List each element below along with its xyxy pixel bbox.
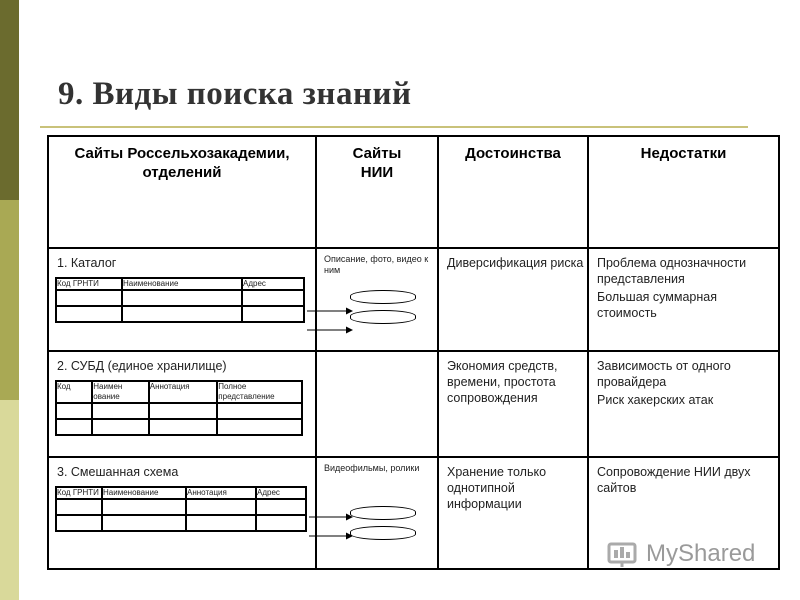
sidebar-decoration bbox=[0, 0, 19, 600]
database-cylinders bbox=[350, 290, 416, 324]
mini-cell bbox=[56, 290, 122, 306]
mini-header: Адрес bbox=[242, 278, 304, 290]
cons-text: Риск хакерских атак bbox=[597, 393, 714, 407]
header-cell: Сайты НИИ bbox=[316, 136, 438, 248]
mini-cell bbox=[102, 515, 186, 531]
mini-cell bbox=[149, 419, 218, 435]
mini-cell bbox=[56, 403, 92, 419]
mini-cell bbox=[122, 290, 242, 306]
mini-cell bbox=[56, 515, 102, 531]
database-icon bbox=[350, 526, 416, 540]
database-icon bbox=[350, 290, 416, 304]
mini-cell bbox=[122, 306, 242, 322]
mini-cell bbox=[186, 499, 256, 515]
scheme-label: 2. СУБД (единое хранилище) bbox=[57, 359, 227, 373]
mini-header: Код bbox=[56, 381, 92, 403]
mini-cell bbox=[242, 306, 304, 322]
header-row bbox=[48, 136, 779, 248]
pros-cell bbox=[438, 457, 588, 569]
mini-cell bbox=[92, 419, 148, 435]
mini-table bbox=[55, 486, 307, 532]
cons-text: Большая суммарная стоимость bbox=[597, 290, 717, 320]
sidebar-band-light bbox=[0, 400, 19, 600]
slide-title: 9. Виды поиска знаний bbox=[58, 76, 412, 112]
cons-cell bbox=[588, 248, 779, 351]
nii-text bbox=[317, 352, 437, 357]
scheme-cell bbox=[48, 351, 316, 457]
pros-cell bbox=[438, 351, 588, 457]
mini-cell bbox=[56, 419, 92, 435]
cons-text: Проблема однозначности представления bbox=[597, 256, 747, 286]
nii-cell bbox=[316, 351, 438, 457]
mini-cell bbox=[56, 499, 102, 515]
sidebar-band-dark bbox=[0, 0, 19, 200]
database-cylinders bbox=[350, 506, 416, 540]
cons-cell bbox=[588, 351, 779, 457]
mini-header: Аннотация bbox=[186, 487, 256, 499]
mini-header: Код ГРНТИ bbox=[56, 487, 102, 499]
scheme-cell bbox=[48, 248, 316, 351]
nii-text: Видеофильмы, ролики bbox=[324, 463, 420, 473]
mini-cell bbox=[92, 403, 148, 419]
scheme-cell bbox=[48, 457, 316, 569]
cons-text: Зависимость от одного провайдера bbox=[597, 359, 731, 389]
nii-cell bbox=[316, 248, 438, 351]
header-cell: Недостатки bbox=[588, 136, 779, 248]
table-row bbox=[48, 351, 779, 457]
mini-table bbox=[55, 380, 303, 436]
mini-table bbox=[55, 277, 305, 323]
mini-cell bbox=[256, 499, 306, 515]
pros-text: Экономия средств, времени, простота сопровождения bbox=[447, 359, 558, 405]
mini-header: Код ГРНТИ bbox=[56, 278, 122, 290]
pros-text: Диверсификация риска bbox=[447, 256, 584, 270]
sidebar-band-mid bbox=[0, 200, 19, 400]
mini-cell bbox=[102, 499, 186, 515]
mini-header: Наименование bbox=[122, 278, 242, 290]
mini-header: Полное представление bbox=[217, 381, 302, 403]
watermark-text: MyShared bbox=[646, 540, 756, 567]
watermark bbox=[606, 538, 766, 570]
database-icon bbox=[350, 310, 416, 324]
nii-cell bbox=[316, 457, 438, 569]
mini-header: Наимен ование bbox=[92, 381, 148, 403]
database-icon bbox=[350, 506, 416, 520]
scheme-label: 1. Каталог bbox=[57, 256, 117, 270]
mini-cell bbox=[186, 515, 256, 531]
cons-text: Сопровождение НИИ двух сайтов bbox=[597, 465, 751, 495]
scheme-label: 3. Смешанная схема bbox=[57, 465, 179, 479]
mini-cell bbox=[242, 290, 304, 306]
mini-header: Аннотация bbox=[149, 381, 218, 403]
mini-cell bbox=[56, 306, 122, 322]
pros-text: Хранение только однотипной информации bbox=[447, 465, 547, 511]
mini-cell bbox=[256, 515, 306, 531]
nii-text: Описание, фото, видео к ним bbox=[324, 254, 429, 275]
table-row bbox=[48, 248, 779, 351]
header-cell: Сайты Россельхозакадемии, отделений bbox=[48, 136, 316, 248]
header-cell: Достоинства bbox=[438, 136, 588, 248]
mini-cell bbox=[149, 403, 218, 419]
title-underline bbox=[40, 126, 748, 128]
mini-cell bbox=[217, 403, 302, 419]
mini-cell bbox=[217, 419, 302, 435]
pros-cell bbox=[438, 248, 588, 351]
mini-header: Адрес bbox=[256, 487, 306, 499]
myshared-logo-icon bbox=[606, 538, 640, 568]
comparison-table bbox=[47, 135, 780, 570]
mini-header: Наименование bbox=[102, 487, 186, 499]
